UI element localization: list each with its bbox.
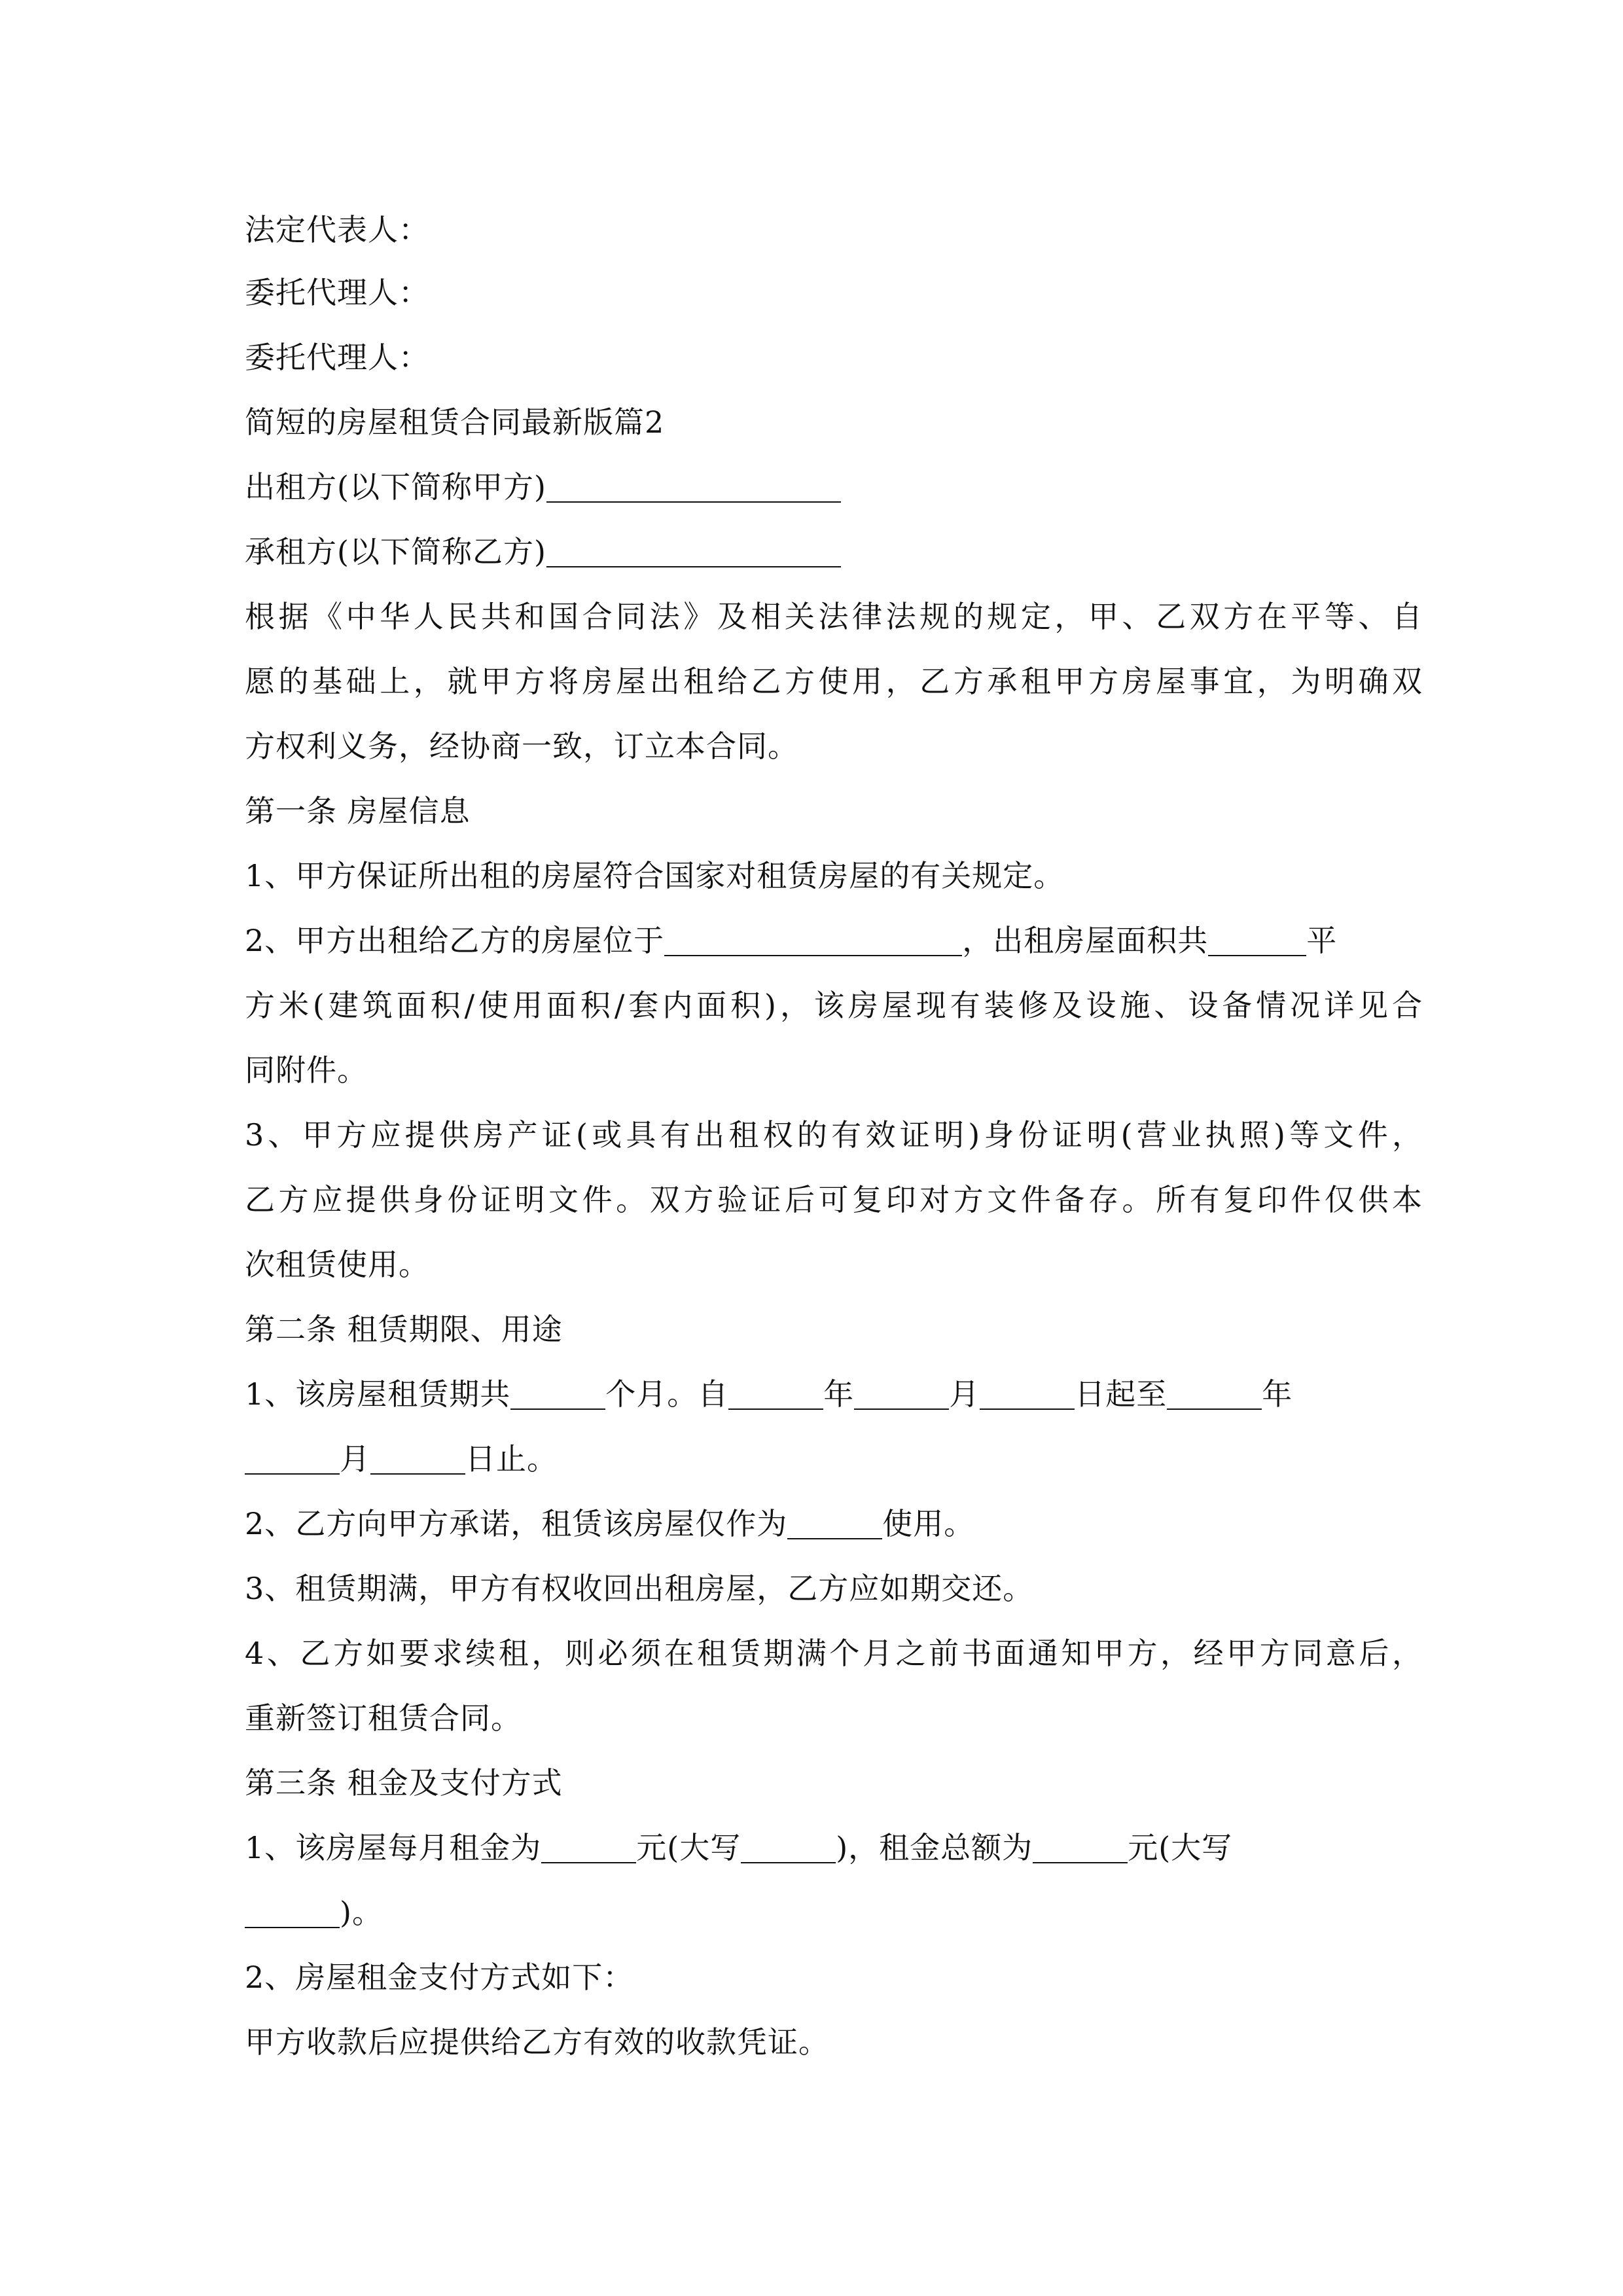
intro-paragraph-line-2: 愿的基础上，就甲方将房屋出租给乙方使用，乙方承租甲方房屋事宜，为明确双 <box>245 664 1423 699</box>
article-3-receipt-line: 甲方收款后应提供给乙方有效的收款凭证。 <box>245 2024 829 2060</box>
lessor-blank <box>546 474 841 503</box>
article-1-item-3-line-1: 3、甲方应提供房产证(或具有出租权的有效证明)身份证明(营业执照)等文件， <box>245 1117 1423 1153</box>
article-3-item-2: 2、房屋租金支付方式如下： <box>245 1960 634 1995</box>
article-2-item-3: 3、租赁期满，甲方有权收回出租房屋，乙方应如期交还。 <box>245 1571 1034 1606</box>
art3-item1-text-b: 元(大写 <box>636 1830 741 1865</box>
article-1-item-2-line-2: 方米(建筑面积/使用面积/套内面积)，该房屋现有装修及设施、设备情况详见合 <box>245 988 1423 1023</box>
art3-item1-text-d: 元(大写 <box>1128 1830 1233 1865</box>
article-1-item-3-line-2: 乙方应提供身份证明文件。双方验证后可复印对方文件备存。所有复印件仅供本 <box>245 1182 1423 1217</box>
article-1-item-2-line-3: 同附件。 <box>245 1052 368 1088</box>
lease-months-blank <box>510 1381 605 1410</box>
section-title: 简短的房屋租赁合同最新版篇2 <box>245 404 665 440</box>
end-year-blank <box>1167 1381 1262 1410</box>
art1-item2-text-a: 2、甲方出租给乙方的房屋位于 <box>245 923 665 958</box>
lessee-label: 承租方(以下简称乙方) <box>245 534 546 569</box>
total-rent-blank <box>1033 1835 1128 1863</box>
article-1-item-1: 1、甲方保证所出租的房屋符合国家对租赁房屋的有关规定。 <box>245 858 1065 893</box>
article-3-title: 第三条 租金及支付方式 <box>245 1765 563 1801</box>
lessee-blank <box>546 539 841 567</box>
article-3-item-1-line-2 <box>245 1880 1423 1945</box>
art1-item2-text-c: 平 <box>1306 923 1338 958</box>
start-day-blank <box>980 1381 1075 1410</box>
article-1-title: 第一条 房屋信息 <box>245 793 471 829</box>
article-1-item-3-line-3: 次租赁使用。 <box>245 1247 429 1282</box>
article-2-item-4-line-2: 重新签订租赁合同。 <box>245 1700 522 1736</box>
start-year-blank <box>728 1381 823 1410</box>
agent-line-2: 委托代理人： <box>245 340 429 375</box>
article-2-item-1-line-2 <box>245 1427 1423 1492</box>
art2-item1-text-d: 月 <box>949 1376 980 1412</box>
monthly-rent-blank <box>541 1835 636 1863</box>
intro-paragraph-line-1: 根据《中华人民共和国合同法》及相关法律法规的规定，甲、乙双方在平等、自 <box>245 599 1423 634</box>
total-rent-words-blank <box>245 1899 340 1928</box>
lessor-line <box>245 455 1423 520</box>
article-2-item-1-line-1 <box>245 1362 1423 1427</box>
art1-item2-text-b: ，出租房屋面积共 <box>962 923 1209 958</box>
art2-item1-text-g: 月 <box>340 1441 370 1477</box>
intro-paragraph-line-3: 方权利义务，经协商一致，订立本合同。 <box>245 728 798 764</box>
house-area-blank <box>1208 927 1306 956</box>
lessee-line <box>245 520 1423 584</box>
art2-item1-text-f: 年 <box>1262 1376 1293 1412</box>
art2-item1-text-c: 年 <box>823 1376 855 1412</box>
art3-item1-text-a: 1、该房屋每月租金为 <box>245 1830 542 1865</box>
start-month-blank <box>854 1381 949 1410</box>
usage-blank <box>787 1511 882 1539</box>
article-3-item-1-line-1 <box>245 1816 1423 1880</box>
article-1-item-2-line-1 <box>245 908 1423 973</box>
art3-item1-text-e: )。 <box>340 1895 383 1930</box>
art2-item1-text-a: 1、该房屋租赁期共 <box>245 1376 511 1412</box>
end-day-blank <box>370 1446 465 1475</box>
art2-item1-text-b: 个月。自 <box>605 1376 729 1412</box>
lessor-label: 出租方(以下简称甲方) <box>245 469 546 505</box>
article-2-item-4-line-1: 4、乙方如要求续租，则必须在租赁期满个月之前书面通知甲方，经甲方同意后， <box>245 1636 1423 1671</box>
art2-item1-text-e: 日起至 <box>1075 1376 1168 1412</box>
article-2-title: 第二条 租赁期限、用途 <box>245 1312 563 1347</box>
end-month-blank <box>245 1446 340 1475</box>
legal-rep-line: 法定代表人： <box>245 212 429 247</box>
monthly-rent-words-blank <box>741 1835 836 1863</box>
article-2-item-2 <box>245 1492 1423 1556</box>
house-location-blank <box>664 927 962 956</box>
art2-item2-text-b: 使用。 <box>882 1506 975 1541</box>
art3-item1-text-c: )，租金总额为 <box>836 1830 1033 1865</box>
agent-line-1: 委托代理人： <box>245 275 429 310</box>
art2-item2-text-a: 2、乙方向甲方承诺，租赁该房屋仅作为 <box>245 1506 788 1541</box>
document-body <box>245 198 1423 2075</box>
art2-item1-text-h: 日止。 <box>465 1441 558 1477</box>
